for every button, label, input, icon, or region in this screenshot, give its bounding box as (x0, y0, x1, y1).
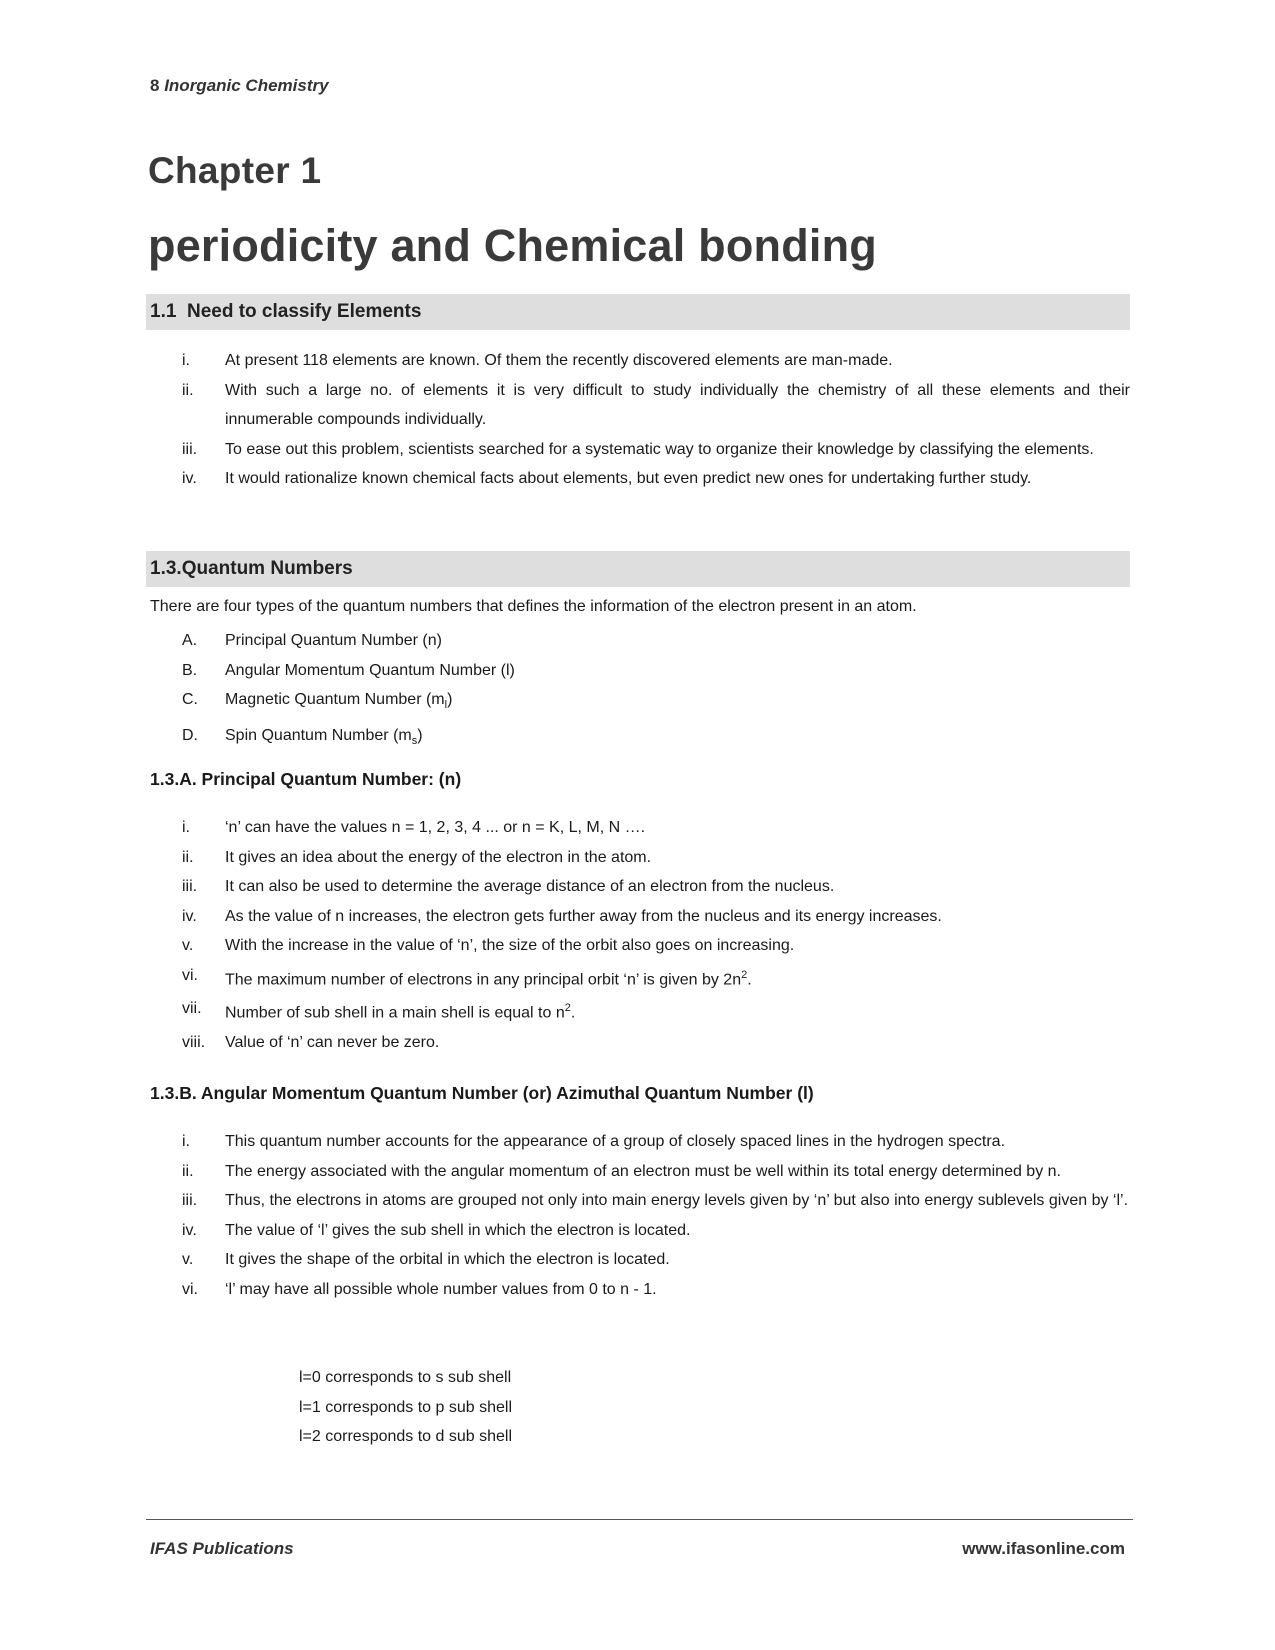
list-text: This quantum number accounts for the appearance of a group of closely spaced lines in the hydrogen spectra. (225, 1133, 1006, 1150)
list-marker: iii. (182, 878, 198, 895)
list-text: Principal Quantum Number (n) (225, 632, 442, 649)
list-text: With such a large no. of elements it is very difficult to study individually the chemistry of all these elements and their innumerable compounds individually. (225, 381, 1130, 428)
list-marker: ii. (182, 1162, 194, 1180)
subsection-heading-principal: 1.3.A. Principal Quantum Number: (n) (150, 769, 462, 789)
list-text: The value of ‘l’ gives the sub shell in which the electron is located. (225, 1221, 691, 1239)
subshell-line: l=2 corresponds to d sub shell (299, 1428, 513, 1445)
section-heading-1-1 (146, 294, 1130, 330)
list-text: As the value of n increases, the electron gets further away from the nucleus and its energy increases. (225, 907, 942, 925)
subshell-correspondence (299, 1363, 512, 1452)
footer-publisher: IFAS Publications (150, 1539, 294, 1558)
subshell-line: l=0 corresponds to s sub shell (299, 1369, 512, 1386)
list-text-tail: . (747, 970, 752, 988)
classification-list (150, 346, 1130, 494)
list-item (150, 994, 1130, 1028)
section-title: 1.3.Quantum Numbers (150, 558, 353, 579)
list-text: Number of sub shell in a main shell is equal to n (225, 1004, 565, 1022)
list-text-tail: ) (447, 691, 453, 708)
list-text: Spin Quantum Number (m (225, 726, 412, 744)
list-marker: iii. (182, 1192, 198, 1209)
list-marker: iii. (182, 440, 198, 458)
list-item (150, 464, 1130, 494)
list-marker: v. (182, 937, 194, 954)
list-text: ‘l’ may have all possible whole number values from 0 to n - 1. (225, 1280, 657, 1298)
list-text: To ease out this problem, scientists searched for a systematic way to organize their knowledge by classifying the elements. (225, 440, 1094, 458)
section-title: Need to classify Elements (186, 301, 422, 322)
list-item (150, 1157, 1130, 1187)
list-item (150, 656, 1130, 686)
chapter-label: Chapter 1 (148, 150, 322, 191)
list-text: The energy associated with the angular momentum of an electron must be well within its total energy determined by n. (225, 1162, 1061, 1180)
footer-divider (146, 1519, 1133, 1520)
azimuthal-list (150, 1127, 1130, 1304)
list-item (150, 376, 1130, 435)
list-marker: iv. (182, 1221, 197, 1239)
running-header (150, 76, 329, 96)
book-title: Inorganic Chemistry (164, 76, 329, 95)
list-text: It would rationalize known chemical facts about elements, but even predict new ones for undertaking further study. (225, 470, 1032, 487)
list-text-tail: . (570, 1004, 576, 1022)
list-text: ‘n’ can have the values n = 1, 2, 3, 4 ... or n = K, L, M, N …. (225, 819, 646, 836)
list-item (150, 346, 1130, 376)
quantum-intro: There are four types of the quantum numbers that defines the information of the electron present in an atom. (150, 598, 917, 615)
principal-list (150, 813, 1130, 1058)
superscript: 2 (564, 1002, 571, 1015)
list-item (150, 626, 1130, 656)
chapter-title: periodicity and Chemical bonding (148, 220, 877, 271)
list-marker: v. (182, 1251, 194, 1268)
list-text: The maximum number of electrons in any principal orbit ‘n’ is given by 2n (225, 970, 742, 988)
list-item (150, 1216, 1130, 1246)
list-item (150, 435, 1130, 465)
list-text: It gives the shape of the orbital in which the electron is located. (225, 1251, 670, 1268)
list-item (150, 1028, 1130, 1058)
superscript: 2 (741, 968, 748, 981)
list-marker: B. (182, 661, 198, 679)
list-marker: vii. (182, 1000, 202, 1018)
section-heading-1-3 (146, 551, 1130, 587)
list-marker: C. (182, 691, 198, 708)
list-item (150, 902, 1130, 932)
footer-website: www.ifasonline.com (962, 1539, 1125, 1558)
list-item (150, 1275, 1130, 1305)
list-marker: i. (182, 1133, 190, 1150)
list-marker: iv. (182, 907, 197, 925)
section-number: 1.1 (150, 301, 177, 322)
list-item (150, 1186, 1130, 1216)
subshell-line: l=1 corresponds to p sub shell (299, 1398, 513, 1416)
list-text: It can also be used to determine the average distance of an electron from the nucleus. (225, 878, 835, 895)
list-marker: vi. (182, 1280, 198, 1298)
list-item (150, 685, 1130, 721)
list-marker: viii. (182, 1034, 206, 1052)
list-marker: i. (182, 352, 190, 369)
list-text: It gives an idea about the energy of the electron in the atom. (225, 848, 652, 866)
list-item (150, 813, 1130, 843)
list-marker: i. (182, 819, 190, 836)
list-marker: ii. (182, 381, 194, 399)
page-number: 8 (150, 76, 160, 95)
list-text: Thus, the electrons in atoms are grouped not only into main energy levels given by ‘n’ but also into energy sublevels given by ‘l’. (225, 1192, 1129, 1209)
list-marker: A. (182, 632, 198, 649)
list-item (150, 843, 1130, 873)
list-text: With the increase in the value of ‘n’, the size of the orbit also goes on increasing. (225, 937, 795, 954)
list-item (150, 961, 1130, 995)
list-text-tail: ) (417, 726, 423, 744)
subsection-heading-azimuthal: 1.3.B. Angular Momentum Quantum Number (or) Azimuthal Quantum Number (l) (150, 1083, 814, 1103)
list-text: Angular Momentum Quantum Number (l) (225, 661, 515, 679)
list-item (150, 1245, 1130, 1275)
list-item (150, 721, 1130, 757)
quantum-types-list (150, 626, 1130, 756)
subscript: l (444, 699, 448, 712)
list-marker: D. (182, 726, 198, 744)
list-marker: ii. (182, 848, 194, 866)
list-item (150, 1127, 1130, 1157)
subscript: s (411, 734, 418, 747)
list-text: At present 118 elements are known. Of them the recently discovered elements are man-made. (225, 352, 893, 369)
list-item (150, 931, 1130, 961)
list-item (150, 872, 1130, 902)
list-text: Magnetic Quantum Number (m (225, 691, 445, 708)
list-text: Value of ‘n’ can never be zero. (225, 1034, 440, 1052)
list-marker: vi. (182, 966, 198, 984)
list-marker: iv. (182, 470, 197, 487)
